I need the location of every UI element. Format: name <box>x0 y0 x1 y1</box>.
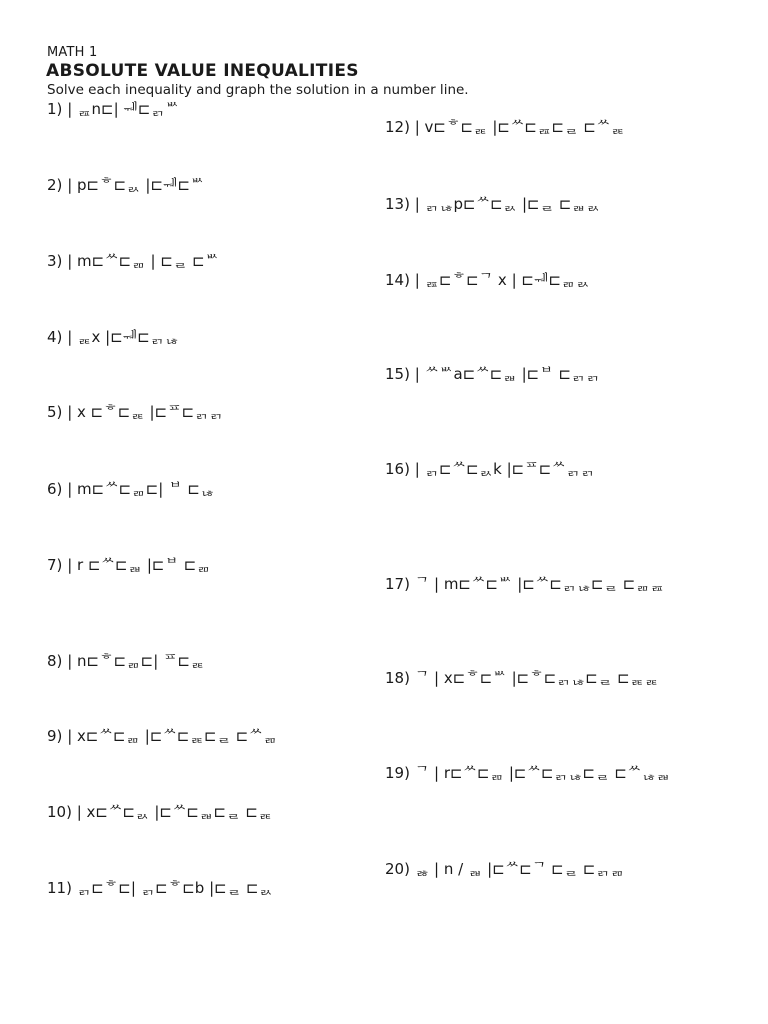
problem-number: 15) <box>385 365 410 383</box>
problem-13 <box>385 194 600 214</box>
problem-number: 11) <box>47 879 72 897</box>
problem-10 <box>47 802 272 822</box>
problem-text: | n⊏ᄒ⊏ᆱ⊏| ᄑ⊏ᆴ <box>67 652 205 670</box>
problem-number: 17) <box>385 575 410 593</box>
problem-6 <box>47 479 214 499</box>
problem-number: 13) <box>385 195 410 213</box>
problem-text: ᄀ | m⊏ᄊ⊏ᄡ |⊏ᄊ⊏ᆰᆭ⊏ᆯ ⊏ᆱᆵ <box>414 575 665 593</box>
problem-9 <box>47 726 277 746</box>
problem-12 <box>385 117 625 137</box>
problem-text: | m⊏ᄊ⊏ᆱ⊏| ᄇ ⊏ᆭ <box>67 480 215 498</box>
course-label: MATH 1 <box>47 45 98 60</box>
problem-4 <box>47 327 179 347</box>
problem-number: 14) <box>385 271 410 289</box>
problem-text: | v⊏ᄒ⊏ᆴ |⊏ᄊ⊏ᆵ⊏ᆯ ⊏ᄊᆴ <box>414 118 625 136</box>
problem-17 <box>385 574 664 594</box>
problem-number: 8) <box>47 652 63 670</box>
problem-number: 2) <box>47 176 63 194</box>
problem-text: | ᆰ⊏ᄊ⊏ᆳk |⊏ᄑ⊏ᄊᆰᆰ <box>414 460 595 478</box>
problem-text: | x ⊏ᄒ⊏ᆴ |⊏ᄑ⊏ᆰᆰ <box>67 403 224 421</box>
problem-number: 10) <box>47 803 72 821</box>
problem-20 <box>385 859 624 879</box>
problem-number: 1) <box>47 100 63 118</box>
problem-18 <box>385 668 659 688</box>
problem-number: 12) <box>385 118 410 136</box>
problem-8 <box>47 651 205 671</box>
problem-7 <box>47 555 211 575</box>
problem-number: 6) <box>47 480 63 498</box>
problem-text: | p⊏ᄒ⊏ᆳ |⊏ᅰ⊏ᄡ <box>67 176 205 194</box>
problem-number: 7) <box>47 556 63 574</box>
problem-15 <box>385 364 600 384</box>
problem-text: | ᆵ⊏ᄒ⊏ᄀ x | ⊏ᅰ⊏ᆱᆳ <box>414 271 591 289</box>
problem-text: | ᆵn⊏| ᅰ⊏ᆰᄡ <box>67 100 180 118</box>
problem-text: ᆶ | n / ᆲ |⊏ᄊ⊏ᄀ ⊏ᆯ ⊏ᆰᆱ <box>414 860 625 878</box>
problem-text: | x⊏ᄊ⊏ᆱ |⊏ᄊ⊏ᆴ⊏ᆯ ⊏ᄊᆱ <box>67 727 278 745</box>
problem-text: ᆰ⊏ᄒ⊏| ᆰ⊏ᄒ⊏b |⊏ᆯ ⊏ᆳ <box>76 879 274 897</box>
problem-1 <box>47 99 179 119</box>
page-title: ABSOLUTE VALUE INEQUALITIES <box>46 61 359 81</box>
problem-number: 5) <box>47 403 63 421</box>
problem-text: | ᆴx |⊏ᅰ⊏ᆰᆭ <box>67 328 179 346</box>
problem-text: | m⊏ᄊ⊏ᆱ | ⊏ᆯ ⊏ᄡ <box>67 252 220 270</box>
problem-number: 3) <box>47 252 63 270</box>
problem-text: | ᄊᄡa⊏ᄊ⊏ᆲ |⊏ᄇ ⊏ᆰᆰ <box>414 365 601 383</box>
problem-number: 9) <box>47 727 63 745</box>
problem-text: ᄀ | x⊏ᄒ⊏ᄡ |⊏ᄒ⊏ᆰᆭ⊏ᆯ ⊏ᆴᆴ <box>414 669 659 687</box>
problem-number: 18) <box>385 669 410 687</box>
problem-text: | r ⊏ᄊ⊏ᆲ |⊏ᄇ ⊏ᆱ <box>67 556 211 574</box>
problem-19 <box>385 763 670 783</box>
problem-5 <box>47 402 223 422</box>
problem-text: ᄀ | r⊏ᄊ⊏ᆱ |⊏ᄊ⊏ᆰᆭ⊏ᆯ ⊏ᄊᆭᆲ <box>414 764 671 782</box>
problem-number: 4) <box>47 328 63 346</box>
problem-number: 20) <box>385 860 410 878</box>
problem-16 <box>385 459 595 479</box>
problem-2 <box>47 175 205 195</box>
problem-number: 19) <box>385 764 410 782</box>
problem-number: 16) <box>385 460 410 478</box>
instructions: Solve each inequality and graph the solution in a number line. <box>47 82 469 98</box>
problem-3 <box>47 251 219 271</box>
problem-14 <box>385 270 590 290</box>
problem-text: | ᆰᆭp⊏ᄊ⊏ᆳ |⊏ᆯ ⊏ᆲᆳ <box>414 195 601 213</box>
problem-11 <box>47 878 273 898</box>
problem-text: | x⊏ᄊ⊏ᆳ |⊏ᄊ⊏ᆲ⊏ᆯ ⊏ᆴ <box>76 803 273 821</box>
